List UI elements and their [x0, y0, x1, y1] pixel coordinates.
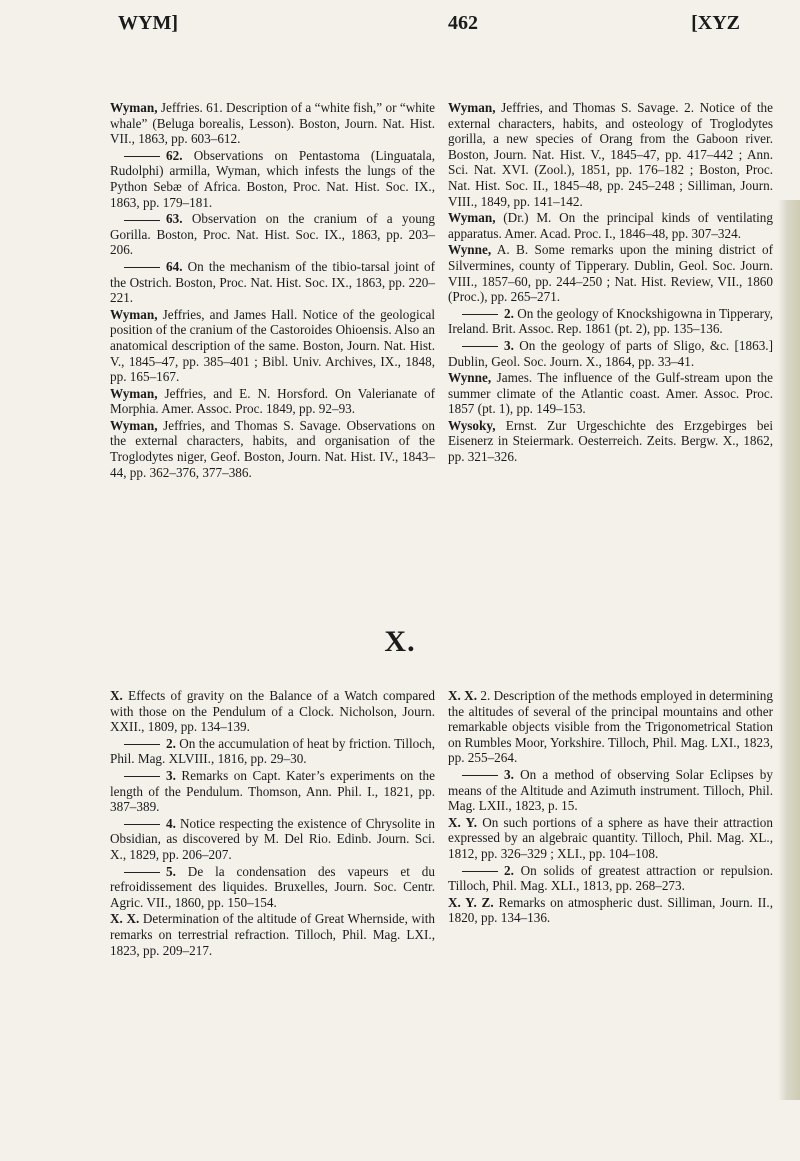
ditto-dash [462, 871, 498, 872]
entry-text: 2. Description of the methods employed in determining the altitudes of several of the principal mountains and other remarkable objects visible from the Trigonometrical Station on Rumbles Moor, Yorkshire. Tilloch, Phil. Mag. LXI., 1823, pp. 255–264. [448, 688, 773, 766]
bibliography-entry [110, 307, 435, 385]
bibliography-entry [448, 863, 773, 894]
bibliography-entry [110, 911, 435, 958]
bibliography-entry [110, 688, 435, 735]
entry-text: On solids of greatest attraction or repulsion. Tilloch, Phil. Mag. XLI., 1813, pp. 268–273. [448, 862, 774, 894]
bibliography-entry [448, 306, 773, 337]
entry-text: Determination of the altitude of Great Whernside, with remarks on terrestrial refraction. Tilloch, Phil. Mag. LXI., 1823, pp. 209–217. [110, 911, 435, 958]
entry-author: Wyman, [110, 100, 158, 115]
entry-author: X. Y. Z. [448, 894, 494, 910]
ditto-dash [462, 346, 498, 347]
entry-number: 63. [166, 211, 183, 227]
entry-text: Jeffries, and E. N. Horsford. On Valerianate of Morphia. Amer. Assoc. Proc. 1849, pp. 92–93. [110, 385, 435, 417]
entry-text: Observation on the cranium of a young Gorilla. Boston, Proc. Nat. Hist. Soc. IX., 1863, pp. 203–206. [110, 211, 435, 258]
page-number: 462 [448, 12, 478, 34]
entry-text: Observations on Pentastoma (Linguatala, Rudolphi) armilla, Wyman, which infests the lungs of the Python Sebæ of Africa. Boston, Proc. Nat. Hist. Soc. IX., 1863, pp. 179–181. [110, 147, 435, 210]
entry-number: 62. [166, 147, 183, 163]
entry-text: On the geology of parts of Sligo, &c. [1863.] Dublin, Geol. Soc. Journ. X., 1864, pp. 33–41. [448, 337, 773, 369]
ditto-dash [124, 156, 160, 157]
running-header [118, 12, 760, 42]
entry-author: X. X. [448, 688, 477, 703]
bibliography-entry [448, 210, 773, 241]
entry-text: Remarks on atmospheric dust. Silliman, Journ. II., 1820, pp. 134–136. [448, 894, 774, 926]
entry-number: 3. [504, 337, 514, 353]
entry-author: Wyman, [110, 306, 158, 322]
entry-text: A. B. Some remarks upon the mining district of Silvermines, county of Tipperary. Dublin, Geol. Soc. Journ. VIII., 1857–60, pp. 244–250 ; Nat. Hist. Review, VII., 1860 (Proc.), pp. 265–271. [448, 242, 773, 305]
entry-number: 2. [504, 305, 514, 321]
entry-text: On such portions of a sphere as have their attraction expressed by an algebraic quantity. Tilloch, Phil. Mag. XL., 1812, pp. 326–329 ; XLI., pp. 104–108. [448, 814, 773, 861]
entry-number: 4. [166, 815, 176, 831]
ditto-dash [124, 744, 160, 745]
section-heading: X. [384, 625, 416, 658]
bibliography-entry [110, 864, 435, 911]
entry-author: Wyman, [110, 417, 158, 433]
bibliography-entry [448, 815, 773, 862]
page-edge-shadow [778, 200, 800, 1100]
entry-text: Ernst. Zur Urgeschichte des Erzgebirges bei Eisenerz in Steiermark. Oesterreich. Zeits. Bergw. X., 1862, pp. 321–326. [448, 417, 774, 465]
bibliography-entry [448, 338, 773, 369]
ditto-dash [462, 775, 498, 776]
entry-text: On the accumulation of heat by friction. Tilloch, Phil. Mag. XLVIII., 1816, pp. 29–30. [110, 735, 436, 767]
entry-author: Wyman, [448, 210, 496, 226]
bibliography-entry [110, 100, 435, 147]
entry-text: James. The influence of the Gulf-stream upon the summer climate of the Atlantic coast. Amer. Assoc. Proc. 1857 (pt. 1), pp. 149–153. [448, 370, 773, 417]
entry-author: Wynne, [448, 242, 492, 258]
column-bottom-right [448, 688, 773, 927]
entry-number: 2. [166, 735, 176, 751]
bibliography-entry [448, 242, 773, 304]
bibliography-entry [110, 211, 435, 258]
entry-author: Wynne, [448, 370, 492, 386]
entry-text: Jeffries. 61. Description of a “white fish,” or “white whale” (Beluga borealis, Lesson). Boston, Journ. Nat. Hist. VII., 1863, pp. 603–612. [110, 100, 436, 147]
entry-text: De la condensation des vapeurs et du refroidissement des liquides. Bruxelles, Journ. Soc. Centr. Agric. VII., 1860, pp. 150–154. [110, 863, 435, 910]
entry-text: (Dr.) M. On the principal kinds of ventilating apparatus. Amer. Acad. Proc. I., 1846–48, pp. 307–324. [448, 210, 773, 241]
bibliography-entry [448, 370, 773, 417]
entry-number: 5. [166, 863, 176, 879]
ditto-dash [124, 872, 160, 873]
entry-text: Jeffries, and Thomas S. Savage. 2. Notice of the external characters, habits, and osteology of Troglodytes gorilla, a new species of Orang from the Gaboon river. Boston, Journ. Nat. Hist. V., 1845–47, pp. 417–442 ; Ann. Sci. Nat. XVI. (Zool.), 1851, pp. 176–182 ; Boston, Proc. Nat. Hist. Soc. II., 1845–48, pp. 245–248 ; Silliman, Journ. VIII., 1849, pp. 141–142. [448, 100, 773, 209]
bibliography-entry [110, 768, 435, 815]
entry-text: On the mechanism of the tibio-tarsal joint of the Ostrich. Boston, Proc. Nat. Hist. Soc. IX., 1863, pp. 220–221. [110, 258, 435, 306]
entry-author: Wysoky, [448, 417, 496, 433]
column-bottom-left [110, 688, 435, 959]
ditto-dash [124, 220, 160, 221]
entry-text: Remarks on Capt. Kater’s experiments on the length of the Pendulum. Thomson, Ann. Phil. I., 1821, pp. 387–389. [110, 767, 436, 815]
bibliography-entry [110, 386, 435, 417]
bibliography-entry [110, 418, 435, 480]
bibliography-entry [448, 895, 773, 926]
entry-text: Jeffries, and Thomas S. Savage. Observations on the external characters, habits, and organisation of the Troglodytes niger, Geof. Boston, Journ. Nat. Hist. IV., 1843–44, pp. 362–376, 377–386. [110, 417, 435, 480]
header-right: [XYZ [691, 12, 740, 34]
bibliography-entry [110, 148, 435, 210]
entry-author: Wyman, [110, 385, 158, 401]
header-left: WYM] [118, 12, 178, 34]
column-top-right [448, 100, 773, 466]
entry-text: On a method of observing Solar Eclipses by means of the Altitude and Azimuth instrument. Tilloch, Phil. Mag. LXII., 1823, p. 15. [448, 766, 773, 814]
entry-number: 3. [166, 767, 176, 783]
entry-author: Wyman, [448, 100, 496, 115]
bibliography-entry [448, 100, 773, 209]
entry-text: Jeffries, and James Hall. Notice of the geological position of the cranium of the Castoroides Ohioensis. Also an anatomical description of the same. Boston, Journ. Nat. Hist. V., 1845–47, pp. 385–401 ; Bibl. Univ. Archives, IX., 1848, pp. 165–167. [110, 306, 436, 385]
entry-author: X. Y. [448, 814, 478, 830]
entry-text: Effects of gravity on the Balance of a Watch compared with those on the Pendulum of a Clock. Nicholson, Journ. XXII., 1809, pp. 134–139. [110, 688, 436, 735]
ditto-dash [124, 267, 160, 268]
bibliography-entry [110, 736, 435, 767]
bibliography-entry [110, 816, 435, 863]
ditto-dash [124, 824, 160, 825]
bibliography-entry [110, 259, 435, 306]
bibliography-entry [448, 767, 773, 814]
entry-number: 2. [504, 862, 514, 878]
bibliography-entry [448, 418, 773, 465]
entry-text: Notice respecting the existence of Chrysolite in Obsidian, as discovered by M. Del Rio. Edinb. Journ. Sci. X., 1829, pp. 206–207. [110, 815, 435, 862]
entry-number: 3. [504, 766, 514, 782]
ditto-dash [462, 314, 498, 315]
entry-number: 64. [166, 258, 183, 274]
entry-author: X. [110, 688, 123, 703]
entry-text: On the geology of Knockshigowna in Tipperary, Ireland. Brit. Assoc. Rep. 1861 (pt. 2), pp. 135–136. [448, 305, 774, 337]
ditto-dash [124, 776, 160, 777]
column-top-left [110, 100, 435, 481]
entry-author: X. X. [110, 911, 140, 927]
bibliography-entry [448, 688, 773, 766]
